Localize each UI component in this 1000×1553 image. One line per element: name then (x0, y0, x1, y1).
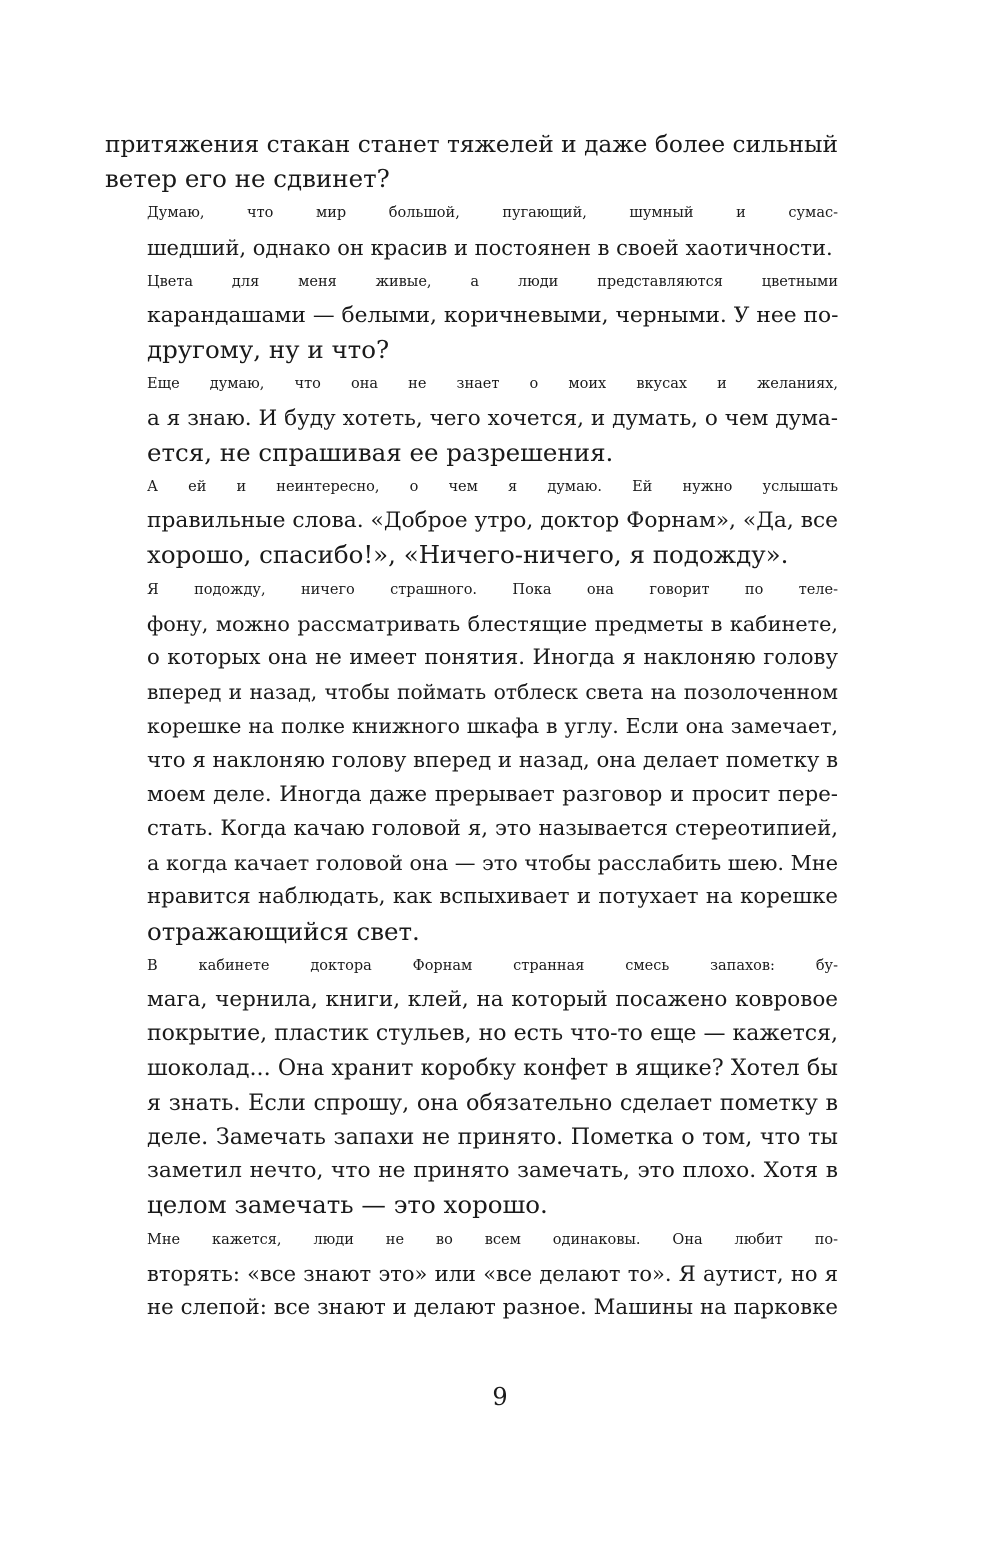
text-line: деле. Замечать запахи не принято. Пометка о том, что ты (147, 1123, 838, 1150)
text-line: не слепой: все знают и делают разное. Машины на парковке (147, 1294, 838, 1320)
book-page-body (105, 128, 838, 1325)
text-line: о которых она не имеет понятия. Иногда я наклоняю голову (147, 645, 838, 671)
paragraph (105, 196, 838, 264)
text-line: карандашами — белыми, коричневыми, черными. У нее по- (147, 303, 839, 329)
text-line: корешке на полке книжного шкафа в углу. Если она замечает, (147, 714, 838, 739)
text-line: целом замечать — это хорошо. (147, 1190, 548, 1220)
text-line: вторять: «все знают это» или «все делают то». Я аутист, но я (147, 1261, 838, 1286)
text-line: а я знаю. И буду хотеть, чего хочется, и думать, о чем дума- (147, 405, 838, 431)
text-line: стать. Когда качаю головой я, это называется стереотипией, (147, 816, 838, 842)
text-line: Мне кажется, люди не во всем одинаковы. Она любит по- (147, 1231, 838, 1248)
text-line: покрытие, пластик стульев, но есть что-то еще — кажется, (147, 1021, 838, 1047)
paragraph (105, 265, 838, 368)
text-line: нравится наблюдать, как вспыхивает и потухает на корешке (147, 884, 838, 910)
text-line: хорошо, спасибо!», «Ничего-ничего, я подожду». (147, 540, 789, 570)
page-number: 9 (492, 1383, 508, 1411)
paragraph (105, 1223, 838, 1326)
text-line: мага, чернила, книги, клей, на который посажено ковровое (147, 987, 838, 1013)
text-line: Цвета для меня живые, а люди представляются цветными (147, 273, 838, 290)
text-line: а когда качает головой она — это чтобы расслабить шею. Мне (147, 851, 838, 876)
text-line: моем деле. Иногда даже прерывает разговор и просит пере- (147, 781, 838, 807)
text-line: вперед и назад, чтобы поймать отблеск света на позолоченном (147, 680, 838, 705)
text-line: я знать. Если спрошу, она обязательно сделает пометку в (147, 1089, 838, 1116)
text-line: что я наклоняю голову вперед и назад, она делает пометку в (147, 747, 839, 773)
text-line: другому, ну и что? (147, 335, 390, 365)
text-line: Еще думаю, что она не знает о моих вкусах и желаниях, (147, 376, 838, 393)
text-line: А ей и неинтересно, о чем я думаю. Ей нужно услышать (147, 479, 838, 496)
text-line: правильные слова. «Доброе утро, доктор Форнам», «Да, все (147, 508, 838, 534)
paragraph (105, 470, 838, 573)
text-line: ется, не спрашивая ее разрешения. (147, 437, 614, 467)
text-line: ветер его не сдвинет? (105, 164, 390, 194)
paragraph (105, 949, 838, 1223)
text-line: отражающийся свет. (147, 916, 420, 946)
paragraph (105, 367, 838, 470)
text-line: шоколад... Она хранит коробку конфет в ящике? Хотел бы (147, 1055, 838, 1082)
text-line: фону, можно рассматривать блестящие предметы в кабинете, (147, 611, 838, 636)
text-line: В кабинете доктора Форнам странная смесь запахов: бу- (147, 957, 838, 974)
paragraph (105, 128, 838, 196)
text-line: притяжения стакан станет тяжелей и даже более сильный (105, 131, 838, 158)
text-line: шедший, однако он красив и постоянен в своей хаотичности. (147, 235, 833, 260)
text-line: Думаю, что мир большой, пугающий, шумный и сумас- (147, 205, 838, 222)
paragraph (105, 573, 838, 949)
text-line: Я подожду, ничего страшного. Пока она говорит по теле- (147, 581, 838, 598)
text-line: заметил нечто, что не принято замечать, это плохо. Хотя в (147, 1158, 838, 1184)
